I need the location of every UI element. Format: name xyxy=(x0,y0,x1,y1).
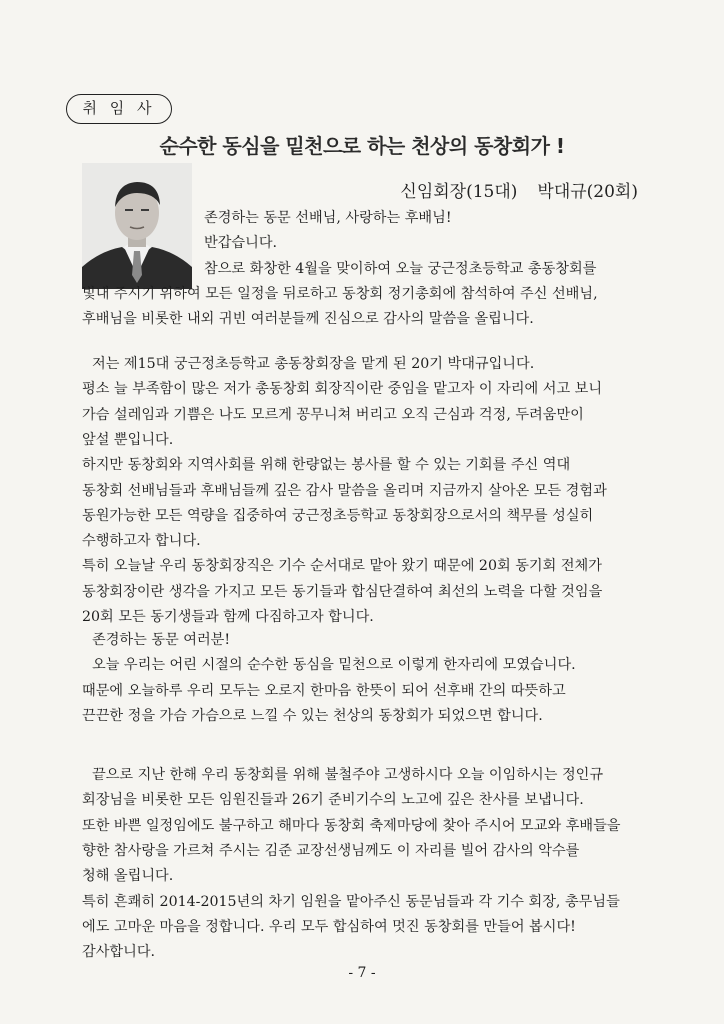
body-line: 끝으로 지난 한해 우리 동창회를 위해 불철주야 고생하시다 오늘 이임하시는 정인규 xyxy=(92,767,604,783)
body-line: 20회 모든 동기생들과 함께 다짐하고자 합니다. xyxy=(82,609,374,625)
body-line: 빛내 주시기 위하여 모든 일정을 뒤로하고 동창회 정기총회에 참석하여 주신 선배님, xyxy=(82,285,598,302)
author-name: 박대규(20회) xyxy=(537,182,638,202)
body-line: 특히 오늘날 우리 동창회장직은 기수 순서대로 맡아 왔기 때문에 20회 동기회 전체가 xyxy=(82,558,602,575)
body-line: 동창회 선배님들과 후배님들께 깊은 감사 말씀을 올리며 지금까지 살아온 모든 경험과 xyxy=(82,482,607,499)
body-line: 청해 올립니다. xyxy=(82,868,174,885)
author-role: 신임회장(15대) xyxy=(400,182,518,202)
body-line: 저는 제15대 궁근정초등학교 총동창회장을 맡게 된 20기 박대규입니다. xyxy=(92,356,535,372)
body-line: 존경하는 동문 선배님, 사랑하는 후배님! xyxy=(204,210,452,226)
body-line: 가슴 설레임과 기쁨은 나도 모르게 꽁무니쳐 버리고 오직 근심과 걱정, 두려움만이 xyxy=(82,406,584,423)
body-line: 동창회장이란 생각을 가지고 모든 동기들과 합심단결하여 최선의 노력을 다할 것임을 xyxy=(82,583,603,600)
body-line: 끈끈한 정을 가슴 가슴으로 느낄 수 있는 천상의 동창회가 되었으면 합니다. xyxy=(82,707,543,724)
page-title: 순수한 동심을 밑천으로 하는 천상의 동창회가 ! xyxy=(159,134,565,158)
section-label: 취 임 사 xyxy=(66,94,172,124)
body-line: 때문에 오늘하루 우리 모두는 오로지 한마음 한뜻이 되어 선후배 간의 따뜻하고 xyxy=(82,682,566,699)
body-line: 존경하는 동문 여러분! xyxy=(92,632,231,648)
page-number: - 7 - xyxy=(348,965,376,981)
body-line: 또한 바쁜 일정임에도 불구하고 해마다 동창회 축제마당에 찾아 주시어 모교와 후배들을 xyxy=(82,817,621,834)
author-byline xyxy=(380,177,638,202)
body-line: 향한 참사랑을 가르쳐 주시는 김준 교장선생님께도 이 자리를 빌어 감사의 악수를 xyxy=(82,842,580,859)
body-line: 에도 고마운 마음을 정합니다. 우리 모두 합심하여 멋진 동창회를 만들어 봅시다! xyxy=(82,918,576,935)
body-line: 후배님을 비롯한 내외 귀빈 여러분들께 진심으로 감사의 말씀을 올립니다. xyxy=(82,311,534,328)
author-photo xyxy=(82,163,192,289)
body-line: 회장님을 비롯한 모든 임원진들과 26기 준비기수의 노고에 깊은 찬사를 보냅니다. xyxy=(82,792,584,809)
body-line: 오늘 우리는 어린 시절의 순수한 동심을 밑천으로 이렇게 한자리에 모였습니다. xyxy=(92,657,576,674)
body-line: 참으로 화창한 4월을 맞이하여 오늘 궁근정초등학교 총동창회를 xyxy=(204,260,597,277)
body-line: 앞설 뿐입니다. xyxy=(82,431,174,448)
body-line: 동원가능한 모든 역량을 집중하여 궁근정초등학교 동창회장으로서의 책무를 성실히 xyxy=(82,507,594,524)
body-line: 특히 흔쾌히 2014-2015년의 차기 임원을 맡아주신 동문님들과 각 기수 회장, 총무님들 xyxy=(82,893,620,910)
body-line: 감사합니다. xyxy=(82,944,156,961)
body-line: 평소 늘 부족함이 많은 저가 총동창회 회장직이란 중임을 맡고자 이 자리에 서고 보니 xyxy=(82,381,603,398)
body-line: 하지만 동창회와 지역사회를 위해 한량없는 봉사를 할 수 있는 기회를 주신 역대 xyxy=(82,457,571,474)
body-line: 수행하고자 합니다. xyxy=(82,533,201,550)
body-line: 반갑습니다. xyxy=(204,235,278,252)
